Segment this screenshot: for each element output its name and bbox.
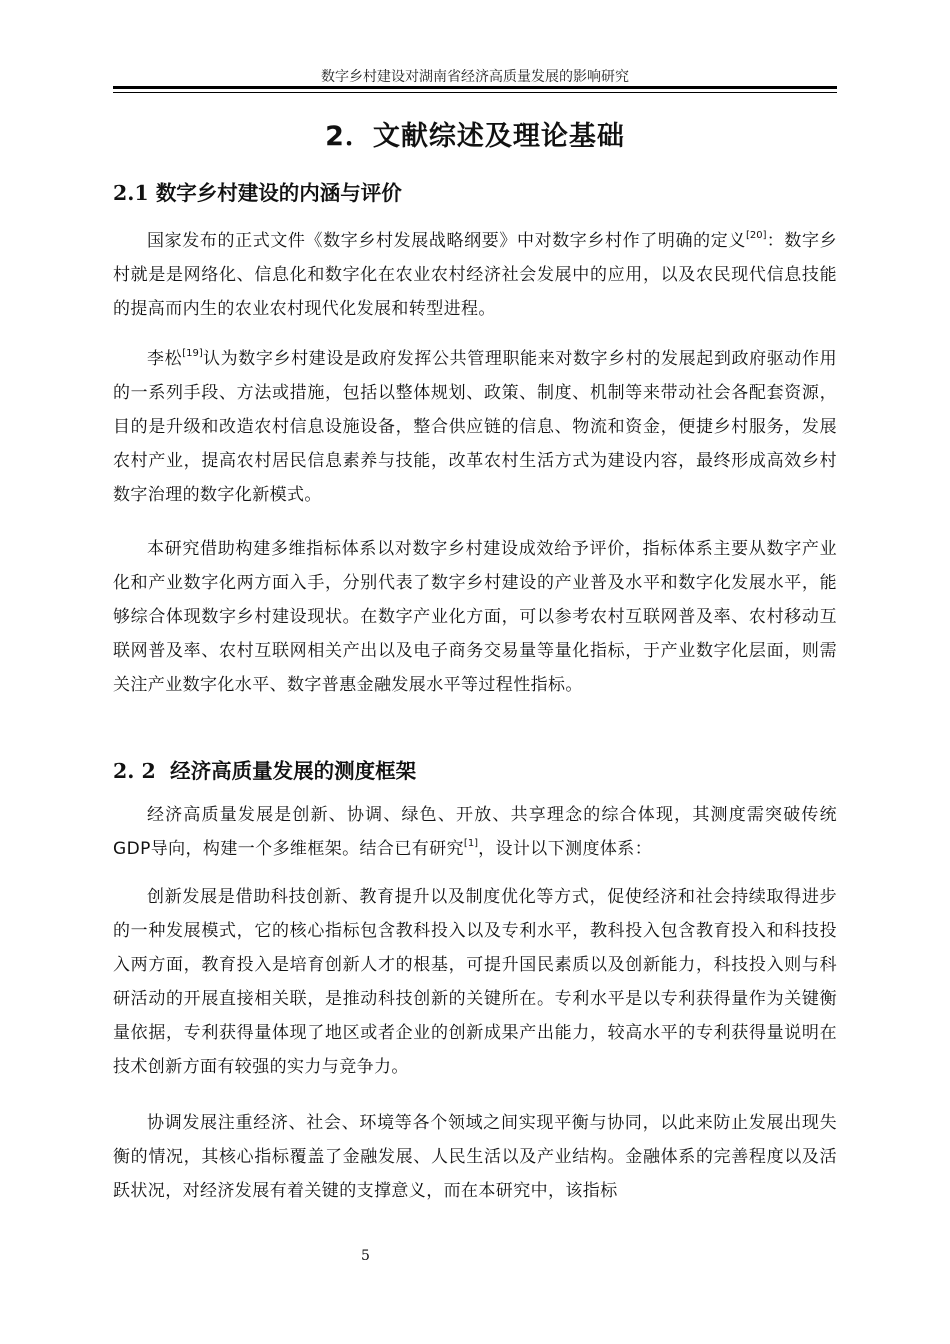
paragraph-indicator-system: 本研究借助构建多维指标体系以对数字乡村建设成效给予评价，指标体系主要从数字产业化和产业数字化两方面入手，分别代表了数字乡村建设的产业普及水平和数字化发展水平，能够综合体现数字乡村建设现状。在数字产业化方面，可以参考农村互联网普及率、农村移动互联网普及率、农村互联网相关产出以及电子商务交易量等量化指标，于产业数字化层面，则需关注产业数字化水平、数字普惠金融发展水平等过程性指标。 [113,539,837,695]
paragraph-text: ，设计以下测度体系： [478,839,653,859]
section-heading-2-1 [113,176,402,206]
paragraph-text: 国家发布的正式文件《数字乡村发展战略纲要》中对数字乡村作了明确的定义 [147,231,746,251]
paragraph-definition [113,224,837,326]
section-number: 2. 2 [113,759,156,783]
chapter-title: 2．文献综述及理论基础 [325,121,625,152]
section-number: 2.1 [113,181,149,205]
paragraph-text: 李松 [147,349,183,369]
citation-ref: [20] [745,230,767,241]
header-rule-thin [113,92,837,93]
running-header: 数字乡村建设对湖南省经济高质量发展的影响研究 [321,69,629,85]
citation-ref: [19] [182,348,203,359]
section-title-text: 经济高质量发展的测度框架 [170,759,417,783]
header-rule-thick [113,86,837,89]
paragraph-measurement-framework [113,798,837,866]
section-title-text: 数字乡村建设的内涵与评价 [155,181,402,205]
section-heading-2-2 [113,754,416,784]
citation-ref: [1] [463,838,479,849]
paragraph-coordination: 协调发展注重经济、社会、环境等各个领域之间实现平衡与协同，以此来防止发展出现失衡的情况，其核心指标覆盖了金融发展、人民生活以及产业结构。金融体系的完善程度以及活跃状况，对经济发展有着关键的支撑意义，而在本研究中，该指标 [113,1113,837,1201]
paragraph-text: 经济高质量发展是创新、协调、绿色、开放、共享理念的综合体现，其测度需突破传统GDP导向，构建一个多维框架。结合已有研究 [113,805,837,859]
paragraph-text: 认为数字乡村建设是政府发挥公共管理职能来对数字乡村的发展起到政府驱动作用的一系列手段、方法或措施，包括以整体规划、政策、制度、机制等来带动社会各配套资源，目的是升级和改造农村信息设施设备，整合供应链的信息、物流和资金，便捷乡村服务，发展农村产业，提高农村居民信息素养与技能，改革农村生活方式为建设内容，最终形成高效乡村数字治理的数字化新模式。 [113,349,837,505]
paragraph-li-song [113,342,837,512]
paragraph-text: ：数字乡村就是是网络化、信息化和数字化在农业农村经济社会发展中的应用，以及农民现代信息技能的提高而内生的农业农村现代化发展和转型进程。 [113,231,837,319]
page-number: 5 [361,1248,370,1264]
paragraph-innovation: 创新发展是借助科技创新、教育提升以及制度优化等方式，促使经济和社会持续取得进步的一种发展模式，它的核心指标包含教科投入以及专利水平，教科投入包含教育投入和科技投入两方面，教育投入是培育创新人才的根基，可提升国民素质以及创新能力，科技投入则与科研活动的开展直接相关联，是推动科技创新的关键所在。专利水平是以专利获得量作为关键衡量依据，专利获得量体现了地区或者企业的创新成果产出能力，较高水平的专利获得量说明在技术创新方面有较强的实力与竞争力。 [113,887,837,1077]
